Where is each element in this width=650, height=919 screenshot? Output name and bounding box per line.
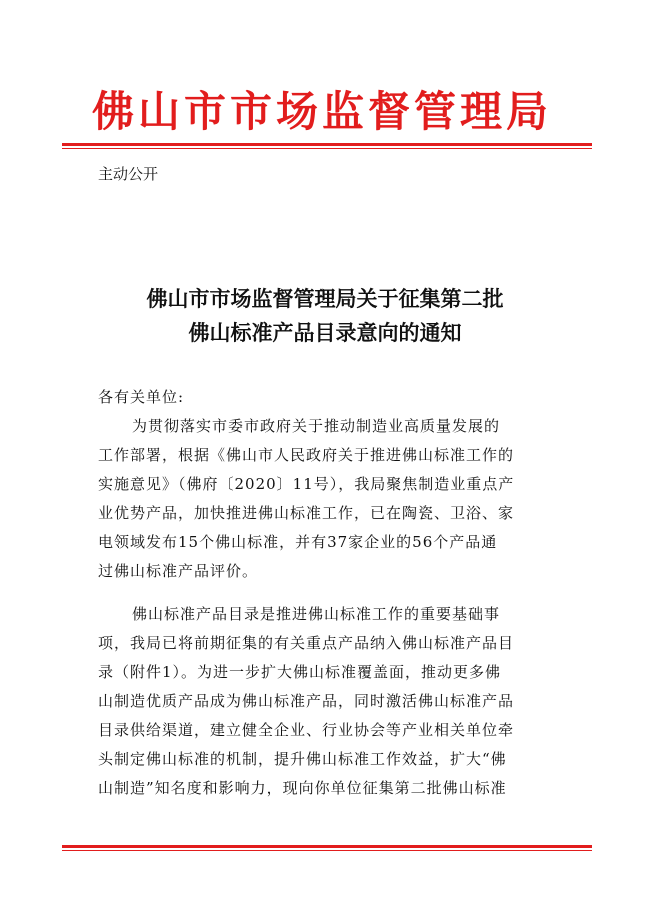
- paragraph-2: [98, 600, 558, 803]
- paragraph-line: 山制造优质产品成为佛山标准产品，同时激活佛山标准产品: [98, 692, 515, 710]
- notice-title-line-2: 佛山标准产品目录意向的通知: [188, 320, 462, 345]
- paragraph-line: 工作部署，根据《佛山市人民政府关于推进佛山标准工作的: [98, 446, 515, 464]
- footer-rule-thick: [62, 845, 592, 848]
- letterhead-title: 佛山市市场监督管理局: [92, 87, 553, 136]
- letterhead-rule-thick: [62, 143, 592, 146]
- paragraph-line: 电领域发布15个佛山标准，并有37家企业的56个产品通: [98, 533, 498, 551]
- paragraph-line: 过佛山标准产品评价。: [98, 562, 259, 580]
- salutation: 各有关单位:: [98, 388, 185, 406]
- paragraph-line: 录（附件1）。为进一步扩大佛山标准覆盖面，推动更多佛: [98, 663, 502, 681]
- paragraph-line: 实施意见》（佛府〔2020〕11号），我局聚焦制造业重点产: [98, 475, 515, 493]
- paragraph-line: 目录供给渠道，建立健全企业、行业协会等产业相关单位牵: [98, 721, 515, 739]
- paragraph-line: 头制定佛山标准的机制，提升佛山标准工作效益，扩大“佛: [98, 750, 507, 768]
- paragraph-line: 业优势产品，加快推进佛山标准工作，已在陶瓷、卫浴、家: [98, 504, 515, 522]
- paragraph-line: 为贯彻落实市委市政府关于推动制造业高质量发展的: [132, 417, 501, 435]
- paragraph-line: 山制造”知名度和影响力，现向你单位征集第二批佛山标准: [98, 779, 507, 797]
- paragraph-line: 佛山标准产品目录是推进佛山标准工作的重要基础事: [132, 605, 501, 623]
- notice-title-line-1: 佛山市市场监督管理局关于征集第二批: [146, 286, 504, 311]
- footer-rule-thin: [62, 850, 592, 851]
- paragraph-line: 项，我局已将前期征集的有关重点产品纳入佛山标准产品目: [98, 634, 515, 652]
- disclosure-label: 主动公开: [98, 165, 159, 183]
- letterhead-rule-thin: [62, 148, 592, 149]
- paragraph-1: [98, 412, 558, 586]
